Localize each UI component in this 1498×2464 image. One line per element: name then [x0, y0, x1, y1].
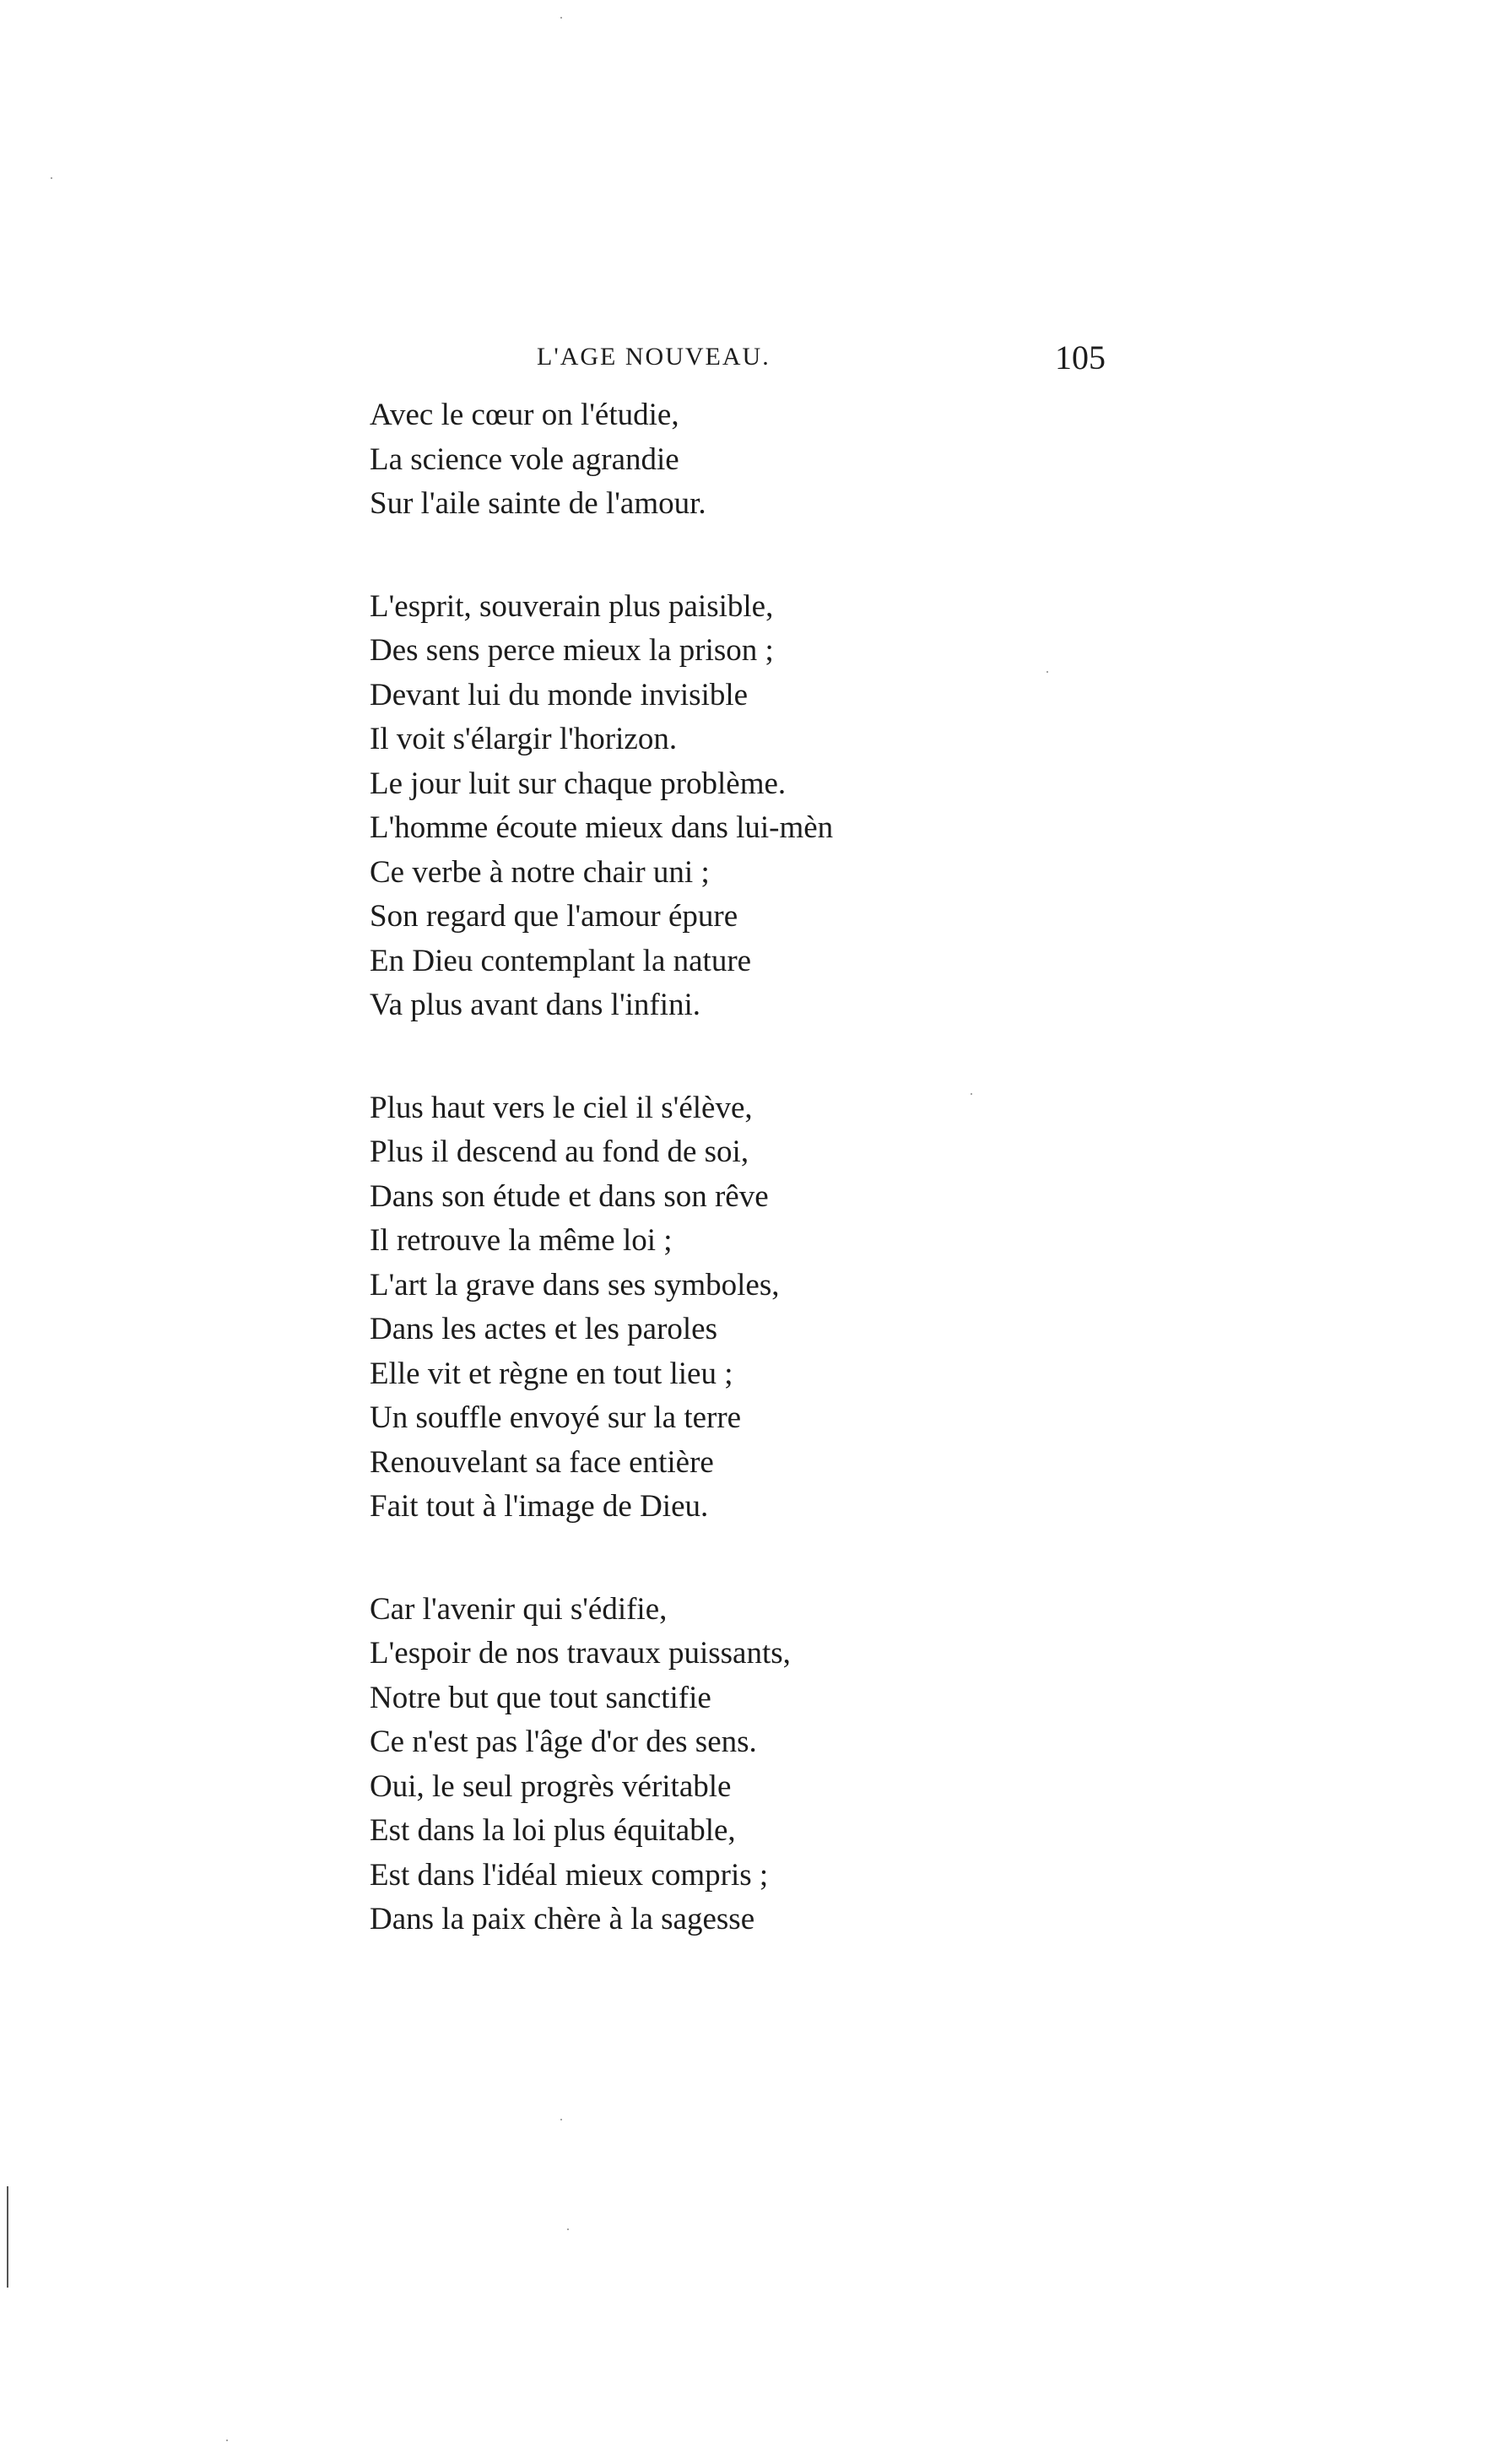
running-head-title: L'AGE NOUVEAU. [537, 343, 771, 371]
verse-line: Elle vit et règne en tout lieu ; [370, 1356, 733, 1391]
verse-line: Sur l'aile sainte de l'amour. [370, 486, 706, 521]
verse-line: En Dieu contemplant la nature [370, 943, 752, 978]
verse-line: Notre but que tout sanctifie [370, 1680, 711, 1715]
stanza-1 [370, 393, 1214, 527]
verse-line: Des sens perce mieux la prison ; [370, 633, 774, 668]
verse-line: Car l'avenir qui s'édifie, [370, 1591, 668, 1627]
verse-line: Oui, le seul progrès véritable [370, 1768, 732, 1804]
paper-speck [1046, 671, 1048, 673]
verse-line: L'art la grave dans ses symboles, [370, 1267, 780, 1302]
verse-line: L'homme écoute mieux dans lui-mèn [370, 810, 834, 845]
verse-line: Un souffle envoyé sur la terre [370, 1400, 742, 1435]
verse-line: La science vole agrandie [370, 441, 679, 477]
verse-line: L'esprit, souverain plus paisible, [370, 588, 774, 624]
paper-speck [560, 2119, 562, 2120]
verse-line: Son regard que l'amour épure [370, 899, 738, 934]
verse-line: Renouvelant sa face entière [370, 1444, 714, 1480]
verse-line: Dans son étude et dans son rêve [370, 1178, 769, 1214]
verse-line: Ce n'est pas l'âge d'or des sens. [370, 1725, 757, 1759]
paper-speck [567, 2228, 569, 2230]
scan-edge-mark [7, 2186, 8, 2288]
verse-line: Devant lui du monde invisible [370, 677, 749, 712]
stanza-3 [370, 1086, 1214, 1530]
stanza-4 [370, 1588, 1214, 1942]
verse-line: Il voit s'élargir l'horizon. [370, 722, 678, 756]
verse-line: Plus il descend au fond de soi, [370, 1135, 749, 1169]
page-number: 105 [1055, 338, 1106, 376]
verse-line: Va plus avant dans l'infini. [370, 988, 701, 1022]
verse-line: Dans la paix chère à la sagesse [370, 1902, 755, 1936]
paper-speck [971, 1093, 972, 1095]
verse-line: Avec le cœur on l'étudie, [370, 398, 679, 432]
verse-line: Dans les actes et les paroles [370, 1312, 717, 1346]
verse-line: Plus haut vers le ciel il s'élève, [370, 1090, 753, 1125]
paper-speck [226, 2440, 228, 2441]
verse-line: Est dans la loi plus équitable, [370, 1813, 736, 1848]
stanza-2 [370, 585, 1214, 1028]
paper-speck [51, 177, 52, 179]
paper-speck [560, 17, 562, 19]
poem-body [370, 393, 1214, 2001]
verse-line: Est dans l'idéal mieux compris ; [370, 1857, 769, 1893]
verse-line: Le jour luit sur chaque problème. [370, 766, 787, 801]
verse-line: Il retrouve la même loi ; [370, 1223, 673, 1258]
verse-line: L'espoir de nos travaux puissants, [370, 1636, 791, 1671]
verse-line: Ce verbe à notre chair uni ; [370, 854, 710, 890]
verse-line: Fait tout à l'image de Dieu. [370, 1489, 709, 1524]
